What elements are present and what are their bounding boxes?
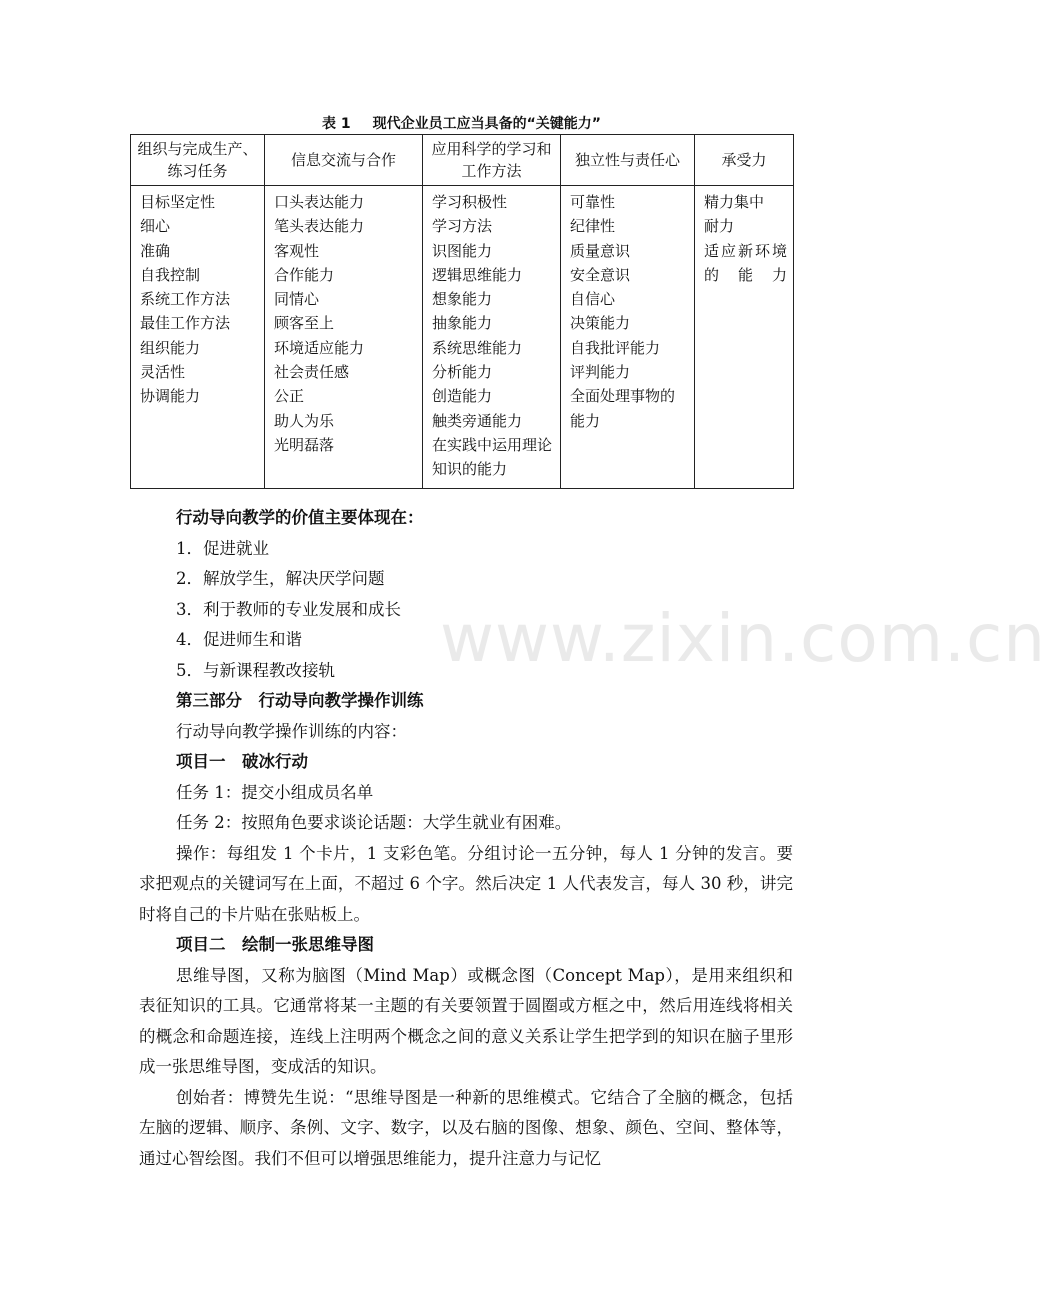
cell-item: 逻辑思维能力 — [432, 265, 523, 284]
cell-item: 学习方法 — [432, 217, 493, 236]
value-item: 2．解放学生，解决厌学问题 — [176, 569, 385, 588]
cell-item: 灵活性 — [140, 363, 186, 382]
cell-item: 系统工作方法 — [140, 290, 231, 309]
cell-item: 准确 — [140, 241, 171, 260]
project2-paragraph-2: 创始者：博赞先生说：“思维导图是一种新的思维模式。它结合了全脑的概念，包括左脑的逻辑、顺序、条例、文字、数字，以及右脑的图像、想象、颜色、空间、整体等，通过心智绘图。我们不但可以增强思维能力，提升注意力与记忆 — [139, 1087, 793, 1168]
header-methods: 应用科学的学习和工作方法 — [423, 135, 561, 186]
body-content — [139, 503, 793, 1174]
column-organize — [131, 186, 265, 489]
header-organize: 组织与完成生产、练习任务 — [131, 135, 265, 186]
cell-item: 决策能力 — [570, 314, 631, 333]
table-number: 表 1 — [321, 116, 351, 132]
cell-item: 光明磊落 — [274, 435, 335, 454]
cell-item: 创造能力 — [432, 387, 493, 406]
value-item: 4．促进师生和谐 — [176, 630, 302, 649]
cell-item: 学习积极性 — [432, 193, 508, 211]
cell-item: 分析能力 — [432, 363, 493, 382]
cell-item: 抽象能力 — [432, 314, 493, 333]
cell-item: 环境适应能力 — [274, 338, 365, 357]
cell-item: 合作能力 — [274, 265, 335, 284]
cell-item: 全面处理事物的能力 — [570, 387, 676, 430]
part3-intro: 行动导向教学操作训练的内容： — [176, 721, 407, 741]
cell-item: 公正 — [274, 387, 305, 406]
cell-item: 笔头表达能力 — [274, 217, 365, 236]
cell-item: 客观性 — [274, 241, 320, 260]
value-item: 5．与新课程教改接轨 — [176, 660, 335, 680]
cell-item: 质量意识 — [570, 241, 631, 260]
part3-heading: 第三部分 行动导向教学操作训练 — [176, 691, 424, 710]
cell-item: 评判能力 — [570, 363, 631, 382]
header-independence: 独立性与责任心 — [561, 135, 695, 186]
cell-item: 系统思维能力 — [432, 338, 523, 357]
value-item: 3．利于教师的专业发展和成长 — [176, 599, 401, 619]
cell-item: 适应新环境的能力 — [704, 241, 787, 284]
cell-item: 细心 — [140, 217, 171, 236]
column-methods — [423, 186, 561, 489]
cell-item: 协调能力 — [140, 387, 201, 406]
project2-paragraph-1: 思维导图，又称为脑图（Mind Map）或概念图（Concept Map），是用来组织和表征知识的工具。它通常将某一主题的有关要领置于圆圈或方框之中，然后用连线将相关的概念和命题连接，连线上注明两个概念之间的意义关系让学生把学到的知识在脑子里形成一张思维导图，变成活的知识。 — [139, 965, 793, 1076]
project1-operation: 操作：每组发 1 个卡片，1 支彩色笔。分组讨论一五分钟，每人 1 分钟的发言。要求把观点的关键词写在上面，不超过 6 个字。然后决定 1 人代表发言，每人 30 秒，讲完时将自己的卡片贴在张贴板上。 — [139, 843, 793, 924]
watermark: www.zixin.com.cn — [440, 600, 1046, 677]
cell-item: 同情心 — [274, 290, 320, 309]
cell-item: 自我控制 — [140, 265, 201, 284]
column-endurance — [695, 186, 794, 489]
cell-item: 社会责任感 — [274, 363, 350, 382]
project1-heading: 项目一 破冰行动 — [176, 752, 308, 771]
table-header-row — [131, 135, 794, 186]
cell-item: 可靠性 — [570, 193, 616, 211]
column-independence — [561, 186, 695, 489]
cell-item: 在实践中运用理论知识的能力 — [432, 435, 553, 479]
cell-item: 耐力 — [704, 217, 735, 236]
project1-task2: 任务 2：按照角色要求谈论话题：大学生就业有困难。 — [176, 813, 572, 832]
header-communication: 信息交流与合作 — [265, 135, 423, 186]
cell-item: 触类旁通能力 — [432, 411, 523, 430]
cell-item: 自信心 — [570, 290, 616, 309]
cell-item: 安全意识 — [570, 265, 631, 284]
cell-item: 自我批评能力 — [570, 338, 661, 357]
cell-item: 精力集中 — [704, 193, 765, 211]
cell-item: 顾客至上 — [274, 314, 335, 333]
table-title: 现代企业员工应当具备的“关键能力” — [372, 116, 602, 132]
table-caption — [130, 113, 793, 133]
cell-item: 助人为乐 — [274, 411, 335, 430]
cell-item: 纪律性 — [570, 217, 616, 236]
cell-item: 最佳工作方法 — [140, 314, 231, 333]
project2-heading: 项目二 绘制一张思维导图 — [176, 935, 374, 954]
value-item: 1．促进就业 — [176, 538, 269, 558]
project1-task1: 任务 1：提交小组成员名单 — [176, 782, 374, 802]
cell-item: 识图能力 — [432, 241, 493, 260]
value-heading: 行动导向教学的价值主要体现在： — [176, 508, 424, 527]
cell-item: 想象能力 — [432, 290, 493, 309]
table-body-row — [131, 186, 794, 489]
cell-item: 组织能力 — [140, 338, 201, 357]
header-endurance: 承受力 — [695, 135, 794, 186]
key-abilities-table — [130, 134, 794, 489]
column-communication — [265, 186, 423, 489]
cell-item: 目标坚定性 — [140, 193, 216, 211]
cell-item: 口头表达能力 — [274, 193, 365, 211]
